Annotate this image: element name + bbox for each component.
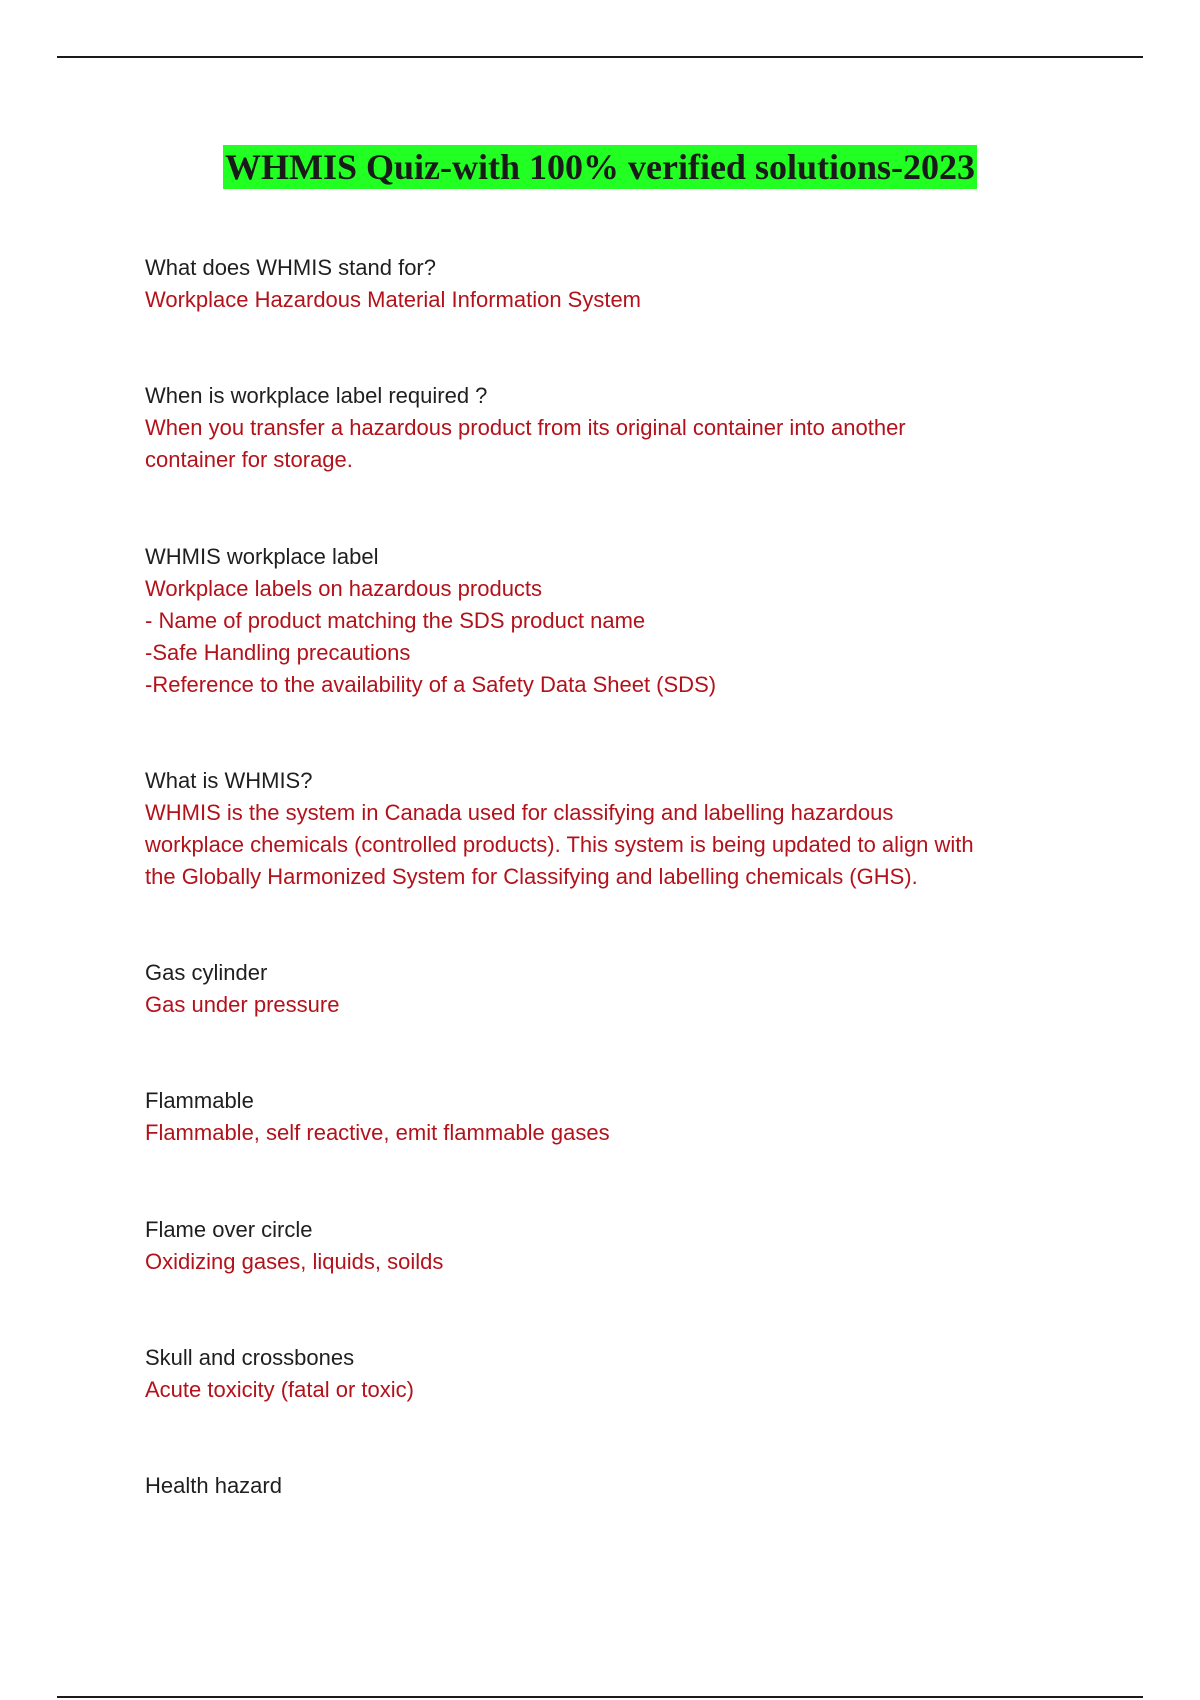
qa-item-4: [145, 765, 1085, 893]
question-text: When is workplace label required ?: [145, 383, 488, 408]
qa-item-1: [145, 252, 1085, 316]
qa-item-9: [145, 1470, 1085, 1502]
qa-item-2: [145, 380, 1085, 476]
question-text: Flame over circle: [145, 1217, 313, 1242]
answer-line: Workplace labels on hazardous products: [145, 576, 543, 601]
question-text: Health hazard: [145, 1473, 282, 1498]
answer-text: [145, 412, 1085, 476]
qa-item-7: [145, 1214, 1085, 1278]
answer-line: the Globally Harmonized System for Classifying and labelling chemicals (GHS).: [145, 864, 918, 889]
top-divider: [57, 56, 1143, 58]
answer-line: WHMIS is the system in Canada used for classifying and labelling hazardous: [145, 800, 894, 825]
title-container: [0, 145, 1200, 189]
question-text: Flammable: [145, 1088, 254, 1113]
qa-item-3: [145, 541, 1085, 701]
document-title: WHMIS Quiz-with 100% verified solutions-2023: [224, 147, 975, 187]
answer-line: Workplace Hazardous Material Information System: [145, 287, 642, 312]
answer-line: Oxidizing gases, liquids, soilds: [145, 1249, 444, 1274]
question-text: Gas cylinder: [145, 960, 268, 985]
answer-text: [145, 284, 1085, 316]
answer-line: container for storage.: [145, 447, 353, 472]
answer-text: [145, 797, 1085, 893]
answer-line: - Name of product matching the SDS product name: [145, 608, 646, 633]
bottom-divider: [57, 1696, 1143, 1698]
answer-text: [145, 1117, 1085, 1149]
question-text: Skull and crossbones: [145, 1345, 355, 1370]
question-text: What does WHMIS stand for?: [145, 255, 436, 280]
qa-item-8: [145, 1342, 1085, 1406]
answer-line: Flammable, self reactive, emit flammable gases: [145, 1120, 610, 1145]
answer-line: -Reference to the availability of a Safety Data Sheet (SDS): [145, 672, 717, 697]
answer-text: [145, 1246, 1085, 1278]
qa-item-5: [145, 957, 1085, 1021]
answer-line: workplace chemicals (controlled products). This system is being updated to align with: [145, 832, 974, 857]
qa-item-6: [145, 1085, 1085, 1149]
answer-text: [145, 989, 1085, 1021]
answer-text: [145, 573, 1085, 701]
answer-line: -Safe Handling precautions: [145, 640, 411, 665]
answer-line: Gas under pressure: [145, 992, 340, 1017]
answer-line: When you transfer a hazardous product from its original container into another: [145, 415, 906, 440]
question-text: What is WHMIS?: [145, 768, 313, 793]
answer-text: [145, 1374, 1085, 1406]
question-text: WHMIS workplace label: [145, 544, 379, 569]
answer-line: Acute toxicity (fatal or toxic): [145, 1377, 414, 1402]
